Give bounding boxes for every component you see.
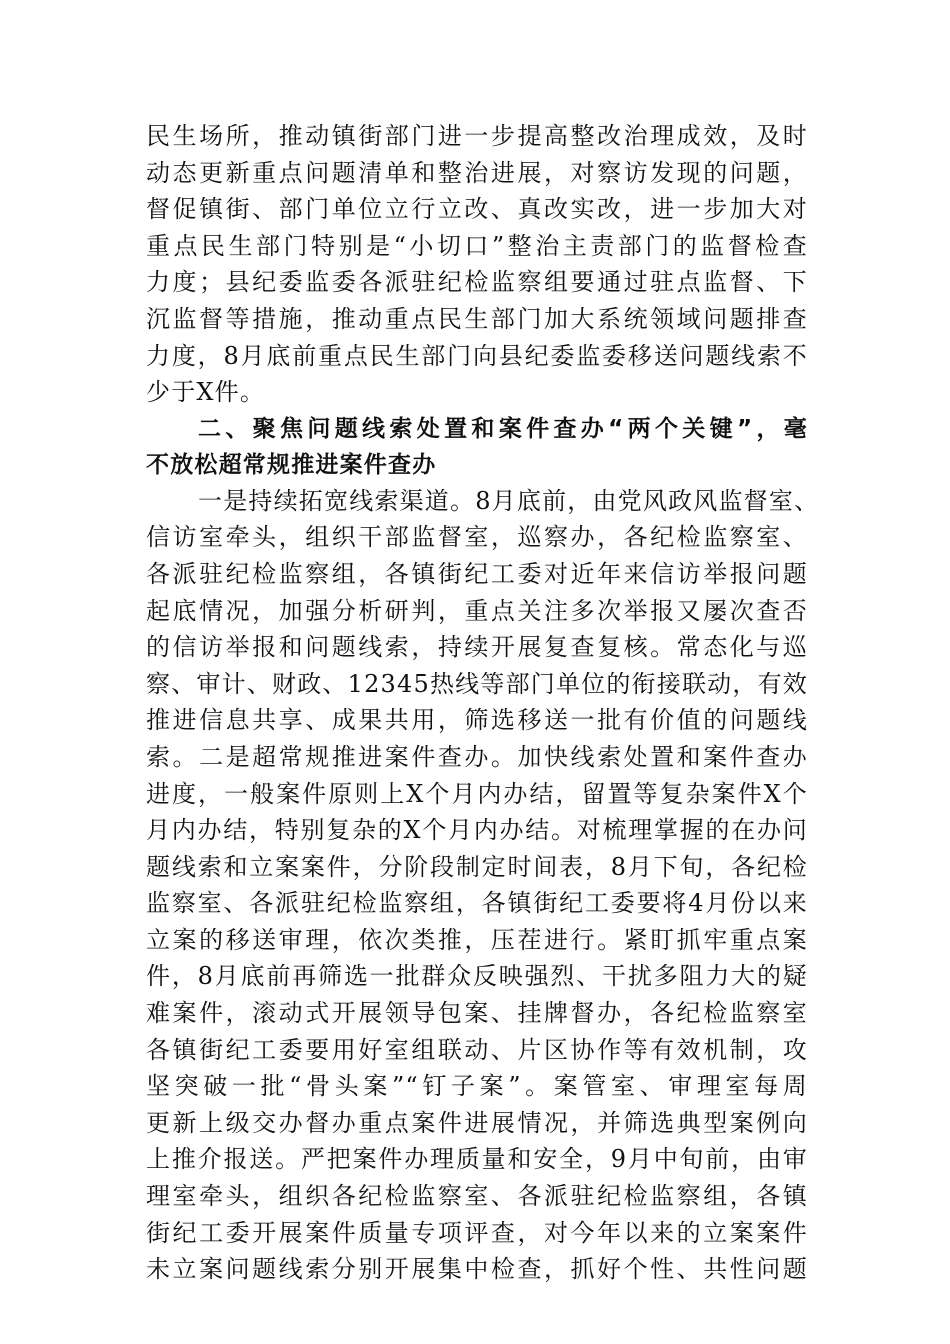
text-line: 少于X件。 [146, 378, 266, 407]
text-line: 各派驻纪检监察组，各镇街纪工委对近年来信访举报问题 [146, 559, 808, 588]
text-line: 力度，8月底前重点民生部门向县纪委监委移送问题线索不 [146, 341, 808, 370]
text-line: 动态更新重点问题清单和整治进展，对察访发现的问题， [146, 158, 808, 187]
text-line: 索。二是超常规推进案件查办。加快线索处置和案件查办 [146, 742, 808, 771]
text-line: 街纪工委开展案件质量专项评查，对今年以来的立案案件 [146, 1218, 808, 1247]
text-line: 起底情况，加强分析研判，重点关注多次举报又屡次查否 [146, 596, 808, 625]
text-line: 推进信息共享、成果共用，筛选移送一批有价值的问题线 [146, 706, 808, 735]
text-line: 理室牵头，组织各纪检监察室、各派驻纪检监察组，各镇 [146, 1182, 808, 1211]
text-line: 重点民生部门特别是“小切口”整治主责部门的监督检查 [146, 231, 808, 260]
text-line: 坚突破一批“骨头案”“钉子案”。案管室、审理室每周 [146, 1072, 808, 1101]
text-line: 一是持续拓宽线索渠道。8月底前，由党风政风监督室、 [198, 486, 820, 515]
paragraph-1 [146, 118, 808, 411]
text-line: 信访室牵头，组织干部监督室，巡察办，各纪检监察室、 [146, 523, 808, 552]
document-page [146, 118, 820, 1288]
text-line: 件，8月底前再筛选一批群众反映强烈、干扰多阻力大的疑 [146, 962, 808, 991]
text-line: 察、审计、财政、12345热线等部门单位的衔接联动，有效 [146, 669, 808, 698]
text-line: 监察室、各派驻纪检监察组，各镇街纪工委要将4月份以来 [146, 889, 808, 918]
text-line: 题线索和立案案件，分阶段制定时间表，8月下旬，各纪检 [146, 852, 808, 881]
paragraph-2 [146, 483, 820, 1288]
heading-line: 不放松超常规推进案件查办 [146, 451, 437, 478]
text-line: 民生场所，推动镇街部门进一步提高整改治理成效，及时 [146, 122, 808, 150]
text-line: 督促镇街、部门单位立行立改、真改实改，进一步加大对 [146, 195, 808, 224]
text-line: 的信访举报和问题线索，持续开展复查复核。常态化与巡 [146, 633, 808, 662]
text-line: 力度；县纪委监委各派驻纪检监察组要通过驻点监督、下 [146, 268, 808, 297]
text-line: 各镇街纪工委要用好室组联动、片区协作等有效机制，攻 [146, 1035, 808, 1064]
text-line: 沉监督等措施，推动重点民生部门加大系统领域问题排查 [146, 304, 808, 333]
text-line: 立案的移送审理，依次类推，压茬进行。紧盯抓牢重点案 [146, 925, 808, 954]
section-heading [146, 411, 808, 483]
text-line: 月内办结，特别复杂的X个月内办结。对梳理掌握的在办问 [146, 816, 808, 845]
text-line: 未立案问题线索分别开展集中检查，抓好个性、共性问题 [146, 1255, 808, 1284]
text-line: 难案件，滚动式开展领导包案、挂牌督办，各纪检监察室 [146, 999, 808, 1028]
text-line: 上推介报送。严把案件办理质量和安全，9月中旬前，由审 [146, 1145, 808, 1174]
heading-line: 二、聚焦问题线索处置和案件查办“两个关键”，毫 [198, 415, 808, 442]
text-line: 更新上级交办督办重点案件进展情况，并筛选典型案例向 [146, 1108, 808, 1137]
text-line: 进度，一般案件原则上X个月内办结，留置等复杂案件X个 [146, 779, 808, 808]
